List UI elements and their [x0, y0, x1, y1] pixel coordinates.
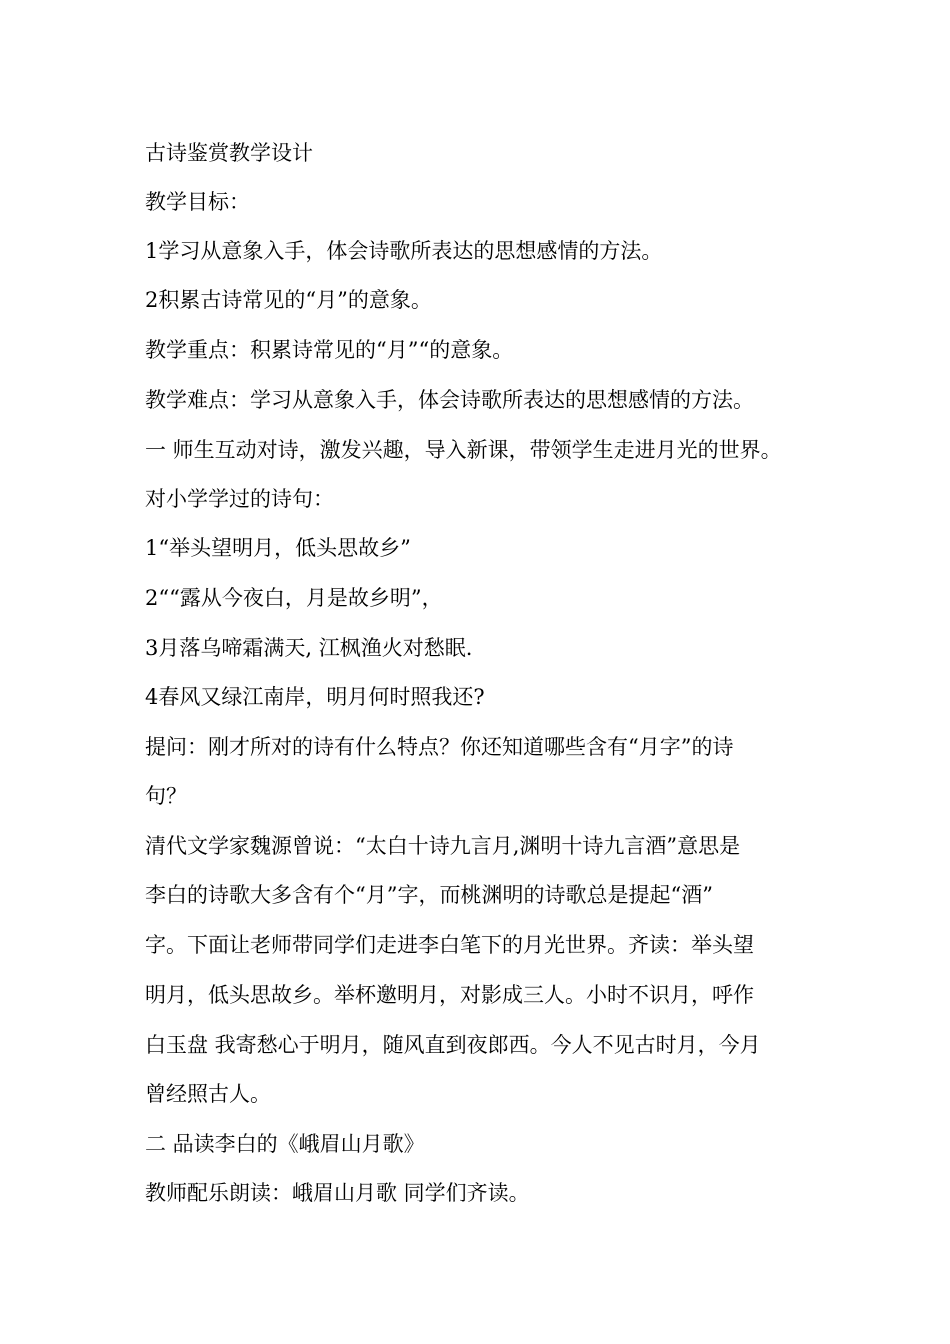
section-2-line: 教师配乐朗读：峨眉山月歌 同学们齐读。 [145, 1181, 530, 1205]
poem-line-3: 3月落乌啼霜满天, 江枫渔火对愁眠. [145, 636, 473, 660]
paragraph-line-3: 字。下面让老师带同学们走进李白笔下的月光世界。齐读：举头望 [145, 933, 754, 957]
paragraph-line-4: 明月，低头思故乡。举杯邀明月，对影成三人。小时不识月，呼作 [145, 983, 754, 1007]
paragraph-line-5: 白玉盘 我寄愁心于明月，随风直到夜郎西。今人不见古时月，今月 [145, 1033, 761, 1057]
paragraph-line-6: 曾经照古人。 [145, 1082, 271, 1106]
document-title: 古诗鉴赏教学设计 [145, 141, 313, 165]
section-2-heading: 二 品读李白的《峨眉山月歌》 [145, 1132, 425, 1156]
goal-item-1: 1学习从意象入手，体会诗歌所表达的思想感情的方法。 [145, 239, 663, 263]
paragraph-line-1: 清代文学家魏源曾说：“太白十诗九言月,渊明十诗九言酒”意思是 [145, 834, 741, 858]
question-line-2: 句？ [145, 784, 187, 808]
poem-line-4: 4春风又绿江南岸，明月何时照我还? [145, 685, 485, 709]
goals-heading: 教学目标： [145, 190, 250, 214]
difficult-point: 教学难点：学习从意象入手，体会诗歌所表达的思想感情的方法。 [145, 388, 754, 412]
key-point: 教学重点：积累诗常见的“月”“的意象。 [145, 338, 514, 362]
poem-line-2: 2““露从今夜白，月是故乡明”， [145, 586, 443, 610]
question-line-1: 提问：刚才所对的诗有什么特点？你还知道哪些含有“月字”的诗 [145, 735, 734, 759]
goal-item-2: 2积累古诗常见的“月”的意象。 [145, 288, 432, 312]
paragraph-line-2: 李白的诗歌大多含有个“月”字，而桃渊明的诗歌总是提起“酒” [145, 883, 713, 907]
poem-line-1: 1“举头望明月，低头思故乡” [145, 536, 411, 560]
section-1-intro: 对小学学过的诗句： [145, 487, 334, 511]
section-1-heading: 一 师生互动对诗，激发兴趣，导入新课，带领学生走进月光的世界。 [145, 438, 782, 462]
